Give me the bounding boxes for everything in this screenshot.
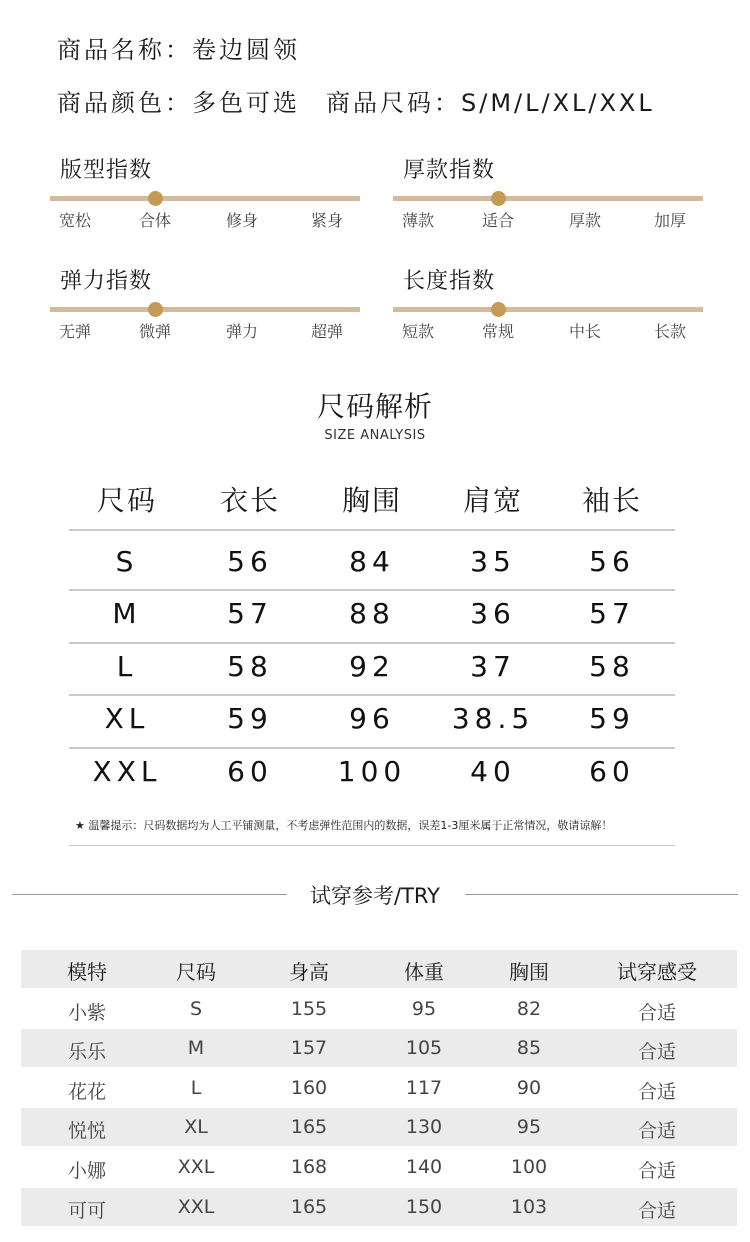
size-cell: 58: [589, 650, 635, 683]
try-cell: 85: [516, 1037, 542, 1059]
try-header-cell: 试穿感受: [617, 960, 697, 984]
try-divider-right: [465, 894, 738, 895]
try-row: [21, 1108, 737, 1146]
try-header-cell: 尺码: [176, 960, 216, 984]
try-header-cell: 模特: [67, 960, 107, 984]
index-label: 紧身: [310, 211, 344, 230]
index-label: 修身: [225, 211, 259, 230]
try-cell: 乐乐: [67, 1041, 107, 1063]
try-row: [21, 1069, 737, 1107]
try-cell: 155: [290, 998, 328, 1020]
try-header-cell: 体重: [404, 960, 444, 984]
try-cell: 悦悦: [67, 1120, 107, 1142]
index-label: 无弹: [58, 322, 92, 341]
try-cell: 168: [290, 1156, 328, 1178]
size-cell: L: [116, 650, 138, 683]
index-title: 弹力指数: [60, 269, 153, 294]
size-header-cell: 胸围: [341, 484, 402, 517]
try-cell: 可可: [67, 1200, 107, 1222]
try-cell: 合适: [637, 1002, 677, 1024]
size-cell: 36: [470, 597, 516, 630]
try-header-cell: 胸围: [509, 960, 549, 984]
index-bar: [393, 196, 703, 201]
size-row: [69, 695, 675, 747]
index-marker-dot: [148, 191, 163, 206]
size-table: [69, 473, 675, 803]
index-4: [393, 264, 703, 344]
index-bar: [50, 196, 360, 201]
try-row: [21, 1148, 737, 1186]
try-cell: 82: [516, 998, 542, 1020]
index-bar: [393, 307, 703, 312]
try-cell: 160: [290, 1077, 328, 1099]
try-row: [21, 1188, 737, 1226]
try-cell: 95: [411, 998, 437, 1020]
size-cell: 84: [349, 545, 395, 578]
size-header-cell: 肩宽: [462, 484, 523, 517]
try-cell: 合适: [637, 1200, 677, 1222]
try-title: 试穿参考/TRY: [310, 884, 440, 908]
index-label: 超弹: [310, 322, 344, 341]
try-cell: 140: [405, 1156, 443, 1178]
try-cell: 105: [405, 1037, 443, 1059]
size-row-divider: [69, 529, 675, 531]
size-cell: 59: [589, 702, 635, 735]
try-cell: 100: [510, 1156, 548, 1178]
index-label: 长款: [653, 322, 687, 341]
size-cell: 37: [470, 650, 516, 683]
index-label: 合体: [138, 211, 172, 230]
size-cell: S: [115, 545, 139, 578]
size-cell: XXL: [92, 755, 162, 788]
index-1: [50, 153, 360, 233]
try-cell: 合适: [637, 1160, 677, 1182]
index-label: 适合: [481, 211, 515, 230]
index-label: 薄款: [401, 211, 435, 230]
try-cell: 花花: [67, 1081, 107, 1103]
index-label: 短款: [401, 322, 435, 341]
try-cell: 90: [516, 1077, 542, 1099]
index-marker-dot: [148, 302, 163, 317]
index-bar: [50, 307, 360, 312]
try-cell: 合适: [637, 1120, 677, 1142]
try-row: [21, 1029, 737, 1067]
size-cell: 57: [589, 597, 635, 630]
note-divider: [69, 845, 675, 846]
try-cell: 合适: [637, 1041, 677, 1063]
index-marker-dot: [491, 302, 506, 317]
size-note: ★ 温馨提示：尺码数据均为人工平铺测量，不考虑弹性范围内的数据，误差1-3厘米属于正常情况，敬请谅解！: [75, 819, 613, 832]
size-cell: 60: [589, 755, 635, 788]
try-cell: 103: [510, 1196, 548, 1218]
try-cell: 95: [516, 1116, 542, 1138]
try-on-table: [21, 950, 737, 1222]
try-cell: L: [190, 1077, 202, 1099]
size-cell: 59: [227, 702, 273, 735]
try-cell: 117: [405, 1077, 443, 1099]
try-cell: 130: [405, 1116, 443, 1138]
size-header-cell: 袖长: [581, 484, 642, 517]
try-cell: 小紫: [67, 1002, 107, 1024]
size-row: [69, 590, 675, 642]
size-cell: 38.5: [451, 702, 535, 735]
index-title: 厚款指数: [403, 158, 496, 183]
size-cell: M: [112, 597, 142, 630]
try-cell: 150: [405, 1196, 443, 1218]
index-marker-dot: [491, 191, 506, 206]
try-cell: M: [187, 1037, 205, 1059]
index-label: 微弹: [138, 322, 172, 341]
index-label: 中长: [568, 322, 602, 341]
size-table-header: [69, 473, 675, 523]
index-title: 版型指数: [60, 158, 153, 183]
index-label: 加厚: [653, 211, 687, 230]
index-3: [50, 264, 360, 344]
size-header-cell: 尺码: [96, 484, 157, 517]
try-cell: XXL: [177, 1196, 215, 1218]
size-header-cell: 衣长: [219, 484, 280, 517]
size-cell: 35: [470, 545, 516, 578]
size-cell: 57: [227, 597, 273, 630]
index-label: 厚款: [568, 211, 602, 230]
try-cell: XXL: [177, 1156, 215, 1178]
try-cell: S: [189, 998, 203, 1020]
try-cell: XL: [184, 1116, 208, 1138]
try-cell: 165: [290, 1116, 328, 1138]
index-label: 常规: [481, 322, 515, 341]
try-cell: 合适: [637, 1081, 677, 1103]
try-cell: 157: [290, 1037, 328, 1059]
size-cell: 56: [227, 545, 273, 578]
index-label: 弹力: [225, 322, 259, 341]
size-cell: 88: [349, 597, 395, 630]
index-title: 长度指数: [403, 269, 496, 294]
size-cell: 56: [589, 545, 635, 578]
try-row: [21, 990, 737, 1028]
size-row: [69, 643, 675, 695]
size-analysis-subtitle: SIZE ANALYSIS: [324, 428, 426, 443]
try-cell: 小娜: [67, 1160, 107, 1182]
size-cell: 92: [349, 650, 395, 683]
product-color-size: [57, 83, 655, 118]
index-label: 宽松: [58, 211, 92, 230]
size-cell: 58: [227, 650, 273, 683]
size-cell: 40: [470, 755, 516, 788]
try-header-cell: 身高: [289, 960, 329, 984]
product-size: 商品尺码：S/M/L/XL/XXL: [326, 89, 655, 117]
size-analysis-title: 尺码解析: [316, 390, 433, 423]
size-row: [69, 538, 675, 590]
try-cell: 165: [290, 1196, 328, 1218]
size-cell: XL: [104, 702, 150, 735]
size-cell: 96: [349, 702, 395, 735]
size-cell: 100: [337, 755, 407, 788]
index-2: [393, 153, 703, 233]
size-row: [69, 748, 675, 800]
product-name: 商品名称：卷边圆领: [57, 36, 300, 64]
size-cell: 60: [227, 755, 273, 788]
try-header-row: [21, 950, 737, 988]
product-color: 商品颜色：多色可选: [57, 89, 300, 117]
